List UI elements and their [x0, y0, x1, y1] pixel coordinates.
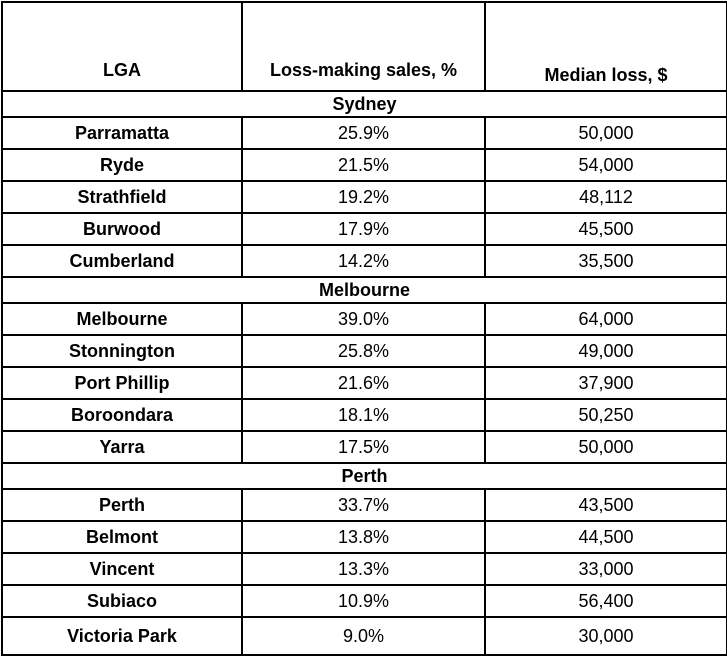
cell-loss-pct: 13.3% [242, 553, 485, 585]
cell-lga: Cumberland [2, 245, 242, 277]
cell-loss-pct: 21.5% [242, 149, 485, 181]
table-row [2, 489, 727, 521]
cell-median-loss: 33,000 [485, 553, 727, 585]
cell-median-loss: 45,500 [485, 213, 727, 245]
cell-loss-pct: 9.0% [242, 617, 485, 655]
loss-making-sales-table [1, 1, 727, 656]
cell-lga: Belmont [2, 521, 242, 553]
cell-loss-pct: 10.9% [242, 585, 485, 617]
cell-loss-pct: 25.8% [242, 335, 485, 367]
cell-median-loss: 44,500 [485, 521, 727, 553]
cell-median-loss: 56,400 [485, 585, 727, 617]
cell-lga: Strathfield [2, 181, 242, 213]
table-row [2, 117, 727, 149]
cell-median-loss: 37,900 [485, 367, 727, 399]
table-row [2, 585, 727, 617]
cell-loss-pct: 17.5% [242, 431, 485, 463]
cell-lga: Parramatta [2, 117, 242, 149]
table-row [2, 245, 727, 277]
cell-median-loss: 49,000 [485, 335, 727, 367]
cell-lga: Perth [2, 489, 242, 521]
cell-lga: Ryde [2, 149, 242, 181]
table-header-row [2, 2, 727, 91]
cell-lga: Vincent [2, 553, 242, 585]
section-label: Sydney [2, 91, 727, 117]
cell-loss-pct: 18.1% [242, 399, 485, 431]
cell-median-loss: 64,000 [485, 303, 727, 335]
table-row [2, 399, 727, 431]
table-row [2, 335, 727, 367]
column-header-lga: LGA [2, 2, 242, 91]
table-row [2, 553, 727, 585]
cell-lga: Yarra [2, 431, 242, 463]
cell-median-loss: 50,000 [485, 117, 727, 149]
cell-loss-pct: 19.2% [242, 181, 485, 213]
cell-lga: Subiaco [2, 585, 242, 617]
cell-median-loss: 35,500 [485, 245, 727, 277]
cell-loss-pct: 25.9% [242, 117, 485, 149]
cell-lga: Burwood [2, 213, 242, 245]
cell-lga: Port Phillip [2, 367, 242, 399]
table-row [2, 181, 727, 213]
table-row [2, 149, 727, 181]
cell-lga: Melbourne [2, 303, 242, 335]
table-row [2, 303, 727, 335]
column-header-loss-making-sales: Loss-making sales, % [242, 2, 485, 91]
cell-median-loss: 43,500 [485, 489, 727, 521]
table-row [2, 213, 727, 245]
cell-loss-pct: 13.8% [242, 521, 485, 553]
cell-loss-pct: 33.7% [242, 489, 485, 521]
cell-loss-pct: 14.2% [242, 245, 485, 277]
section-row-melbourne [2, 277, 727, 303]
section-row-sydney [2, 91, 727, 117]
cell-median-loss: 50,000 [485, 431, 727, 463]
table-row [2, 367, 727, 399]
cell-median-loss: 30,000 [485, 617, 727, 655]
cell-loss-pct: 17.9% [242, 213, 485, 245]
cell-lga: Victoria Park [2, 617, 242, 655]
table-row [2, 617, 727, 655]
cell-lga: Boroondara [2, 399, 242, 431]
section-label: Melbourne [2, 277, 727, 303]
cell-median-loss: 50,250 [485, 399, 727, 431]
table-row [2, 521, 727, 553]
cell-loss-pct: 39.0% [242, 303, 485, 335]
table-row [2, 431, 727, 463]
section-row-perth [2, 463, 727, 489]
cell-lga: Stonnington [2, 335, 242, 367]
section-label: Perth [2, 463, 727, 489]
cell-median-loss: 54,000 [485, 149, 727, 181]
column-header-median-loss: Median loss, $ [485, 2, 727, 91]
cell-loss-pct: 21.6% [242, 367, 485, 399]
cell-median-loss: 48,112 [485, 181, 727, 213]
